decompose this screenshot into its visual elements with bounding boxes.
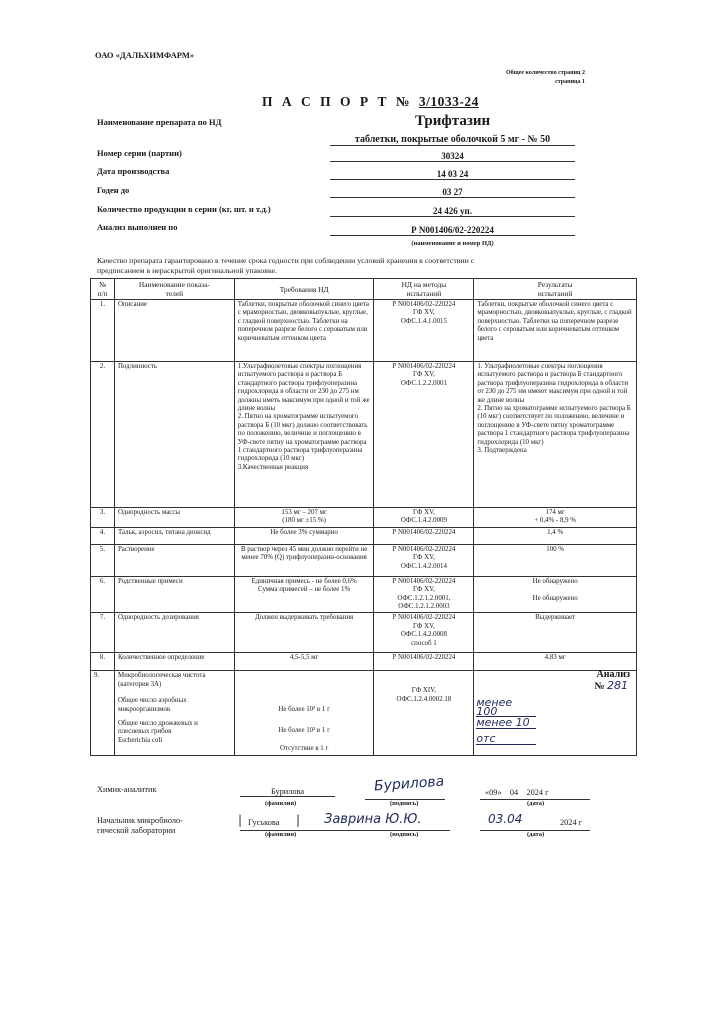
table-row [91,576,637,613]
table-row [91,544,637,576]
micro-item-name: Общее число дрожжевых и плесневых грибов [117,720,198,736]
row-number: 6. [91,576,115,613]
chemist-date [485,788,549,797]
row-method: ГФ XV, ОФС.1.4.2.0009 [374,508,474,528]
row-result: Таблетки, покрытые оболочкой синего цвета с мраморностью, двояковыпуклые, круглые, с гладкой поверхностью. Таблетки на поперечном разрезе белого с сероватым или коричневатым оттенком цвета [474,300,637,362]
row-requirement: 153 мг – 207 мг (180 мг ±15 %) [234,508,374,528]
row-result: 1,4 % [474,527,637,544]
micro-item-name: Escherichia coli [117,736,163,744]
passport-number: 3/1033-24 [418,94,479,109]
chemist-year: 2024 г [526,788,549,797]
row-requirement: 4,5-5,5 мг [234,653,374,671]
row-method: Р N001406/02-220224 ГФ XV, ОФС.1.2.1.2.0001, ОФС.1.2.1.2.0003 [374,576,474,613]
drug-label: Наименование препарата по НД [97,117,222,127]
head-month: 04 [507,812,523,826]
drug-form: таблетки, покрытые оболочкой 5 мг - № 50 [330,134,575,146]
row-name: Однородность дозирования [114,613,234,653]
chemist-signature: Бурилова [373,773,445,795]
row-method: Р N001406/02-220224 ГФ XV, ОФС.1.2.2.0001 [374,362,474,508]
micro-item-req: Не более 10² в 1 г [278,726,330,734]
table-header-row [91,279,637,300]
row-requirement: Таблетки, покрытые оболочкой синего цвета с мраморностью, двояковыпуклые, круглые, с гладкой поверхностью. Таблетки на поперечном разрезе белого с сероватым или коричневатым оттенком цвета [234,300,374,362]
row-number: 9. [91,671,115,755]
row-number: 2. [91,362,115,508]
col-number-header: № п/п [91,279,115,300]
row-number: 3. [91,508,115,528]
quality-guarantee: Качество препарата гарантировано в течение срока годности при соблюдении условий хранения в соответствии с предписанием в нераскрытой оригинальной упаковке. [97,256,475,275]
micro-item-req: Не более 10³ в 1 г [278,706,330,714]
table-row [91,613,637,653]
name-separator-right: | [296,813,301,827]
page-count [506,69,585,87]
chemist-date-caption: (дата) [527,800,545,807]
row-requirement: Должен выдерживать требования [234,613,374,653]
row-result [474,671,637,755]
chemist-name: Бурилова [240,787,335,797]
row-name: Однородность массы [114,508,234,528]
row-requirement: 1.Ультрафиолетовые спектры поглощения испытуемого раствора и раствора Б стандартного раствора трифлуоперазина гидрохлорида в области от 230 до 275 нм должны иметь максимум при одной и той же длине волны 2. Пятно на хроматограмме испытуемого раствора Б (10 мкг) должно соответствовать по положению, величине и поглощению в УФ-свете пятну на хроматограмме раствора 1 стандартного раствора трифлуоперазина гидрохлорида (10 мкг) 3.Качественная реакция [234,362,374,508]
table-row [91,508,637,528]
chemist-month: 04 [509,788,519,797]
series-label: Номер серии (партии) [97,148,182,158]
row-method: Р N001406/02-220224 ГФ XV, ОФС.1.4.1.0015 [374,300,474,362]
micro-item-result: отс [476,735,536,744]
col-results-header: Результаты испытаний [474,279,637,300]
col-name-header: Наименование показа- телей [114,279,234,300]
company-name: ОАО «ДАЛЬХИМФАРМ» [95,50,195,60]
row-name: Подлинность [114,362,234,508]
row-number: 7. [91,613,115,653]
row-method: ГФ XIV, ОФС.1.2.4.0002.18 [374,671,474,755]
table-row [91,653,637,671]
row-result: 1. Ультрафиолетовые спектры поглощения испытуемого раствора и раствора Б стандартного раствора трифлуоперазина гидрохлорида в области от 230 до 275 нм имеют максимум при одной и той же длине волны 2. Пятно на хроматограмме испытуемого раствора Б (10 мкг) соответствует по положению, величине и поглощению в УФ-свете пятну хроматограмме раствора 1 стандартного раствора трифлуоперазина гидрохлорида (10 мкг) 3. Подтверждена [474,362,637,508]
micro-item-name: Общее число аэробных микроорганизмов [117,697,187,713]
row-result: Не обнаружено Не обнаружено [474,576,637,613]
chemist-role: Химик-аналитик [97,785,157,794]
row-method: Р N001406/02-220224 ГФ XV, ОФС.1.4.2.0014 [374,544,474,576]
table-row-micro [91,671,637,755]
name-separator-left: | [238,813,243,827]
passport-title [262,94,479,110]
analysis-doc: Р N001406/02-220224 [330,225,575,236]
head-date: 03.04 [488,812,523,826]
row-method: Р N001406/02-220224 [374,653,474,671]
chemist-name-caption: (фамилия) [265,800,297,807]
analiz-label: Анализ [596,669,630,681]
head-sign-caption: (подпись) [390,831,419,838]
chemist-day: «09» [485,788,502,797]
row-name: Родственные примеси [114,576,234,613]
row-method: Р N001406/02-220224 [374,527,474,544]
row-result: 100 % [474,544,637,576]
analiz-num: 281 [607,679,628,693]
head-name: Гуськова [248,818,280,827]
col-methods-header: НД на методы испытаний [374,279,474,300]
page-number: страница 1 [555,79,585,85]
head-year: 2024 г [560,818,583,827]
row-method: Р N001406/02-220224 ГФ XV, ОФС.1.4.2.0008 способ 1 [374,613,474,653]
table-row [91,362,637,508]
micro-item-result: менее 100 [476,699,536,717]
expiry-label: Годен до [97,185,130,195]
drug-name: Трифтазин [415,113,491,129]
head-date-caption: (дата) [527,831,545,838]
head-role: Начальник микробиоло- гической лаборатории [97,816,183,835]
chemist-sign-caption: (подпись) [390,800,419,807]
total-pages: Общее количество страниц 2 [505,70,585,76]
analiz-no-sign: № [594,681,605,693]
analysis-note: (наименование и номер НД) [411,240,494,247]
qty-label: Количество продукции в серии (кг, шт. и т.д.) [97,204,271,214]
prod-date-value: 14 03 24 [330,169,575,180]
row-number: 4. [91,527,115,544]
analiz-number [594,679,628,693]
micro-item-req: Отсутствие в 1 г [279,745,329,753]
analysis-label: Анализ выполнен по [97,222,178,232]
head-name-caption: (фамилия) [265,831,297,838]
row-number: 1. [91,300,115,362]
table-row [91,527,637,544]
head-day: 03 [488,812,504,826]
row-requirement [234,671,374,755]
micro-item-result: менее 10 [476,719,536,728]
row-result: Выдерживает [474,613,637,653]
row-name: Тальк, аэросил, титана диоксид [114,527,234,544]
row-name [114,671,234,755]
row-number: 8. [91,653,115,671]
col-requirements-header: Требования НД [234,279,374,300]
row-requirement: Единичная примесь - не более 0,6% Сумма примесей – не более 1% [234,576,374,613]
row-requirement: В раствор через 45 мин должно перейти не менее 70% (Q) трифлуоперазин-основания [234,544,374,576]
row-requirement: Не более 3% суммарно [234,527,374,544]
prod-date-label: Дата производства [97,166,170,176]
row-number: 5. [91,544,115,576]
test-results-table [90,278,637,756]
row-result: 174 мг + 0,4% - 8,9 % [474,508,637,528]
series-value: 30324 [330,151,575,162]
expiry-value: 03 27 [330,187,575,198]
head-signature: Заврина Ю.Ю. [324,812,422,827]
passport-title-text: П А С П О Р Т № [262,94,413,109]
micro-title: Микробиологическая чистота (категория 3А) [117,672,206,688]
row-name: Количественное определение [114,653,234,671]
row-result: 4,83 мг [474,653,637,671]
qty-value: 24 426 уп. [330,206,575,217]
row-name: Описание [114,300,234,362]
table-row [91,300,637,362]
row-name: Растворение [114,544,234,576]
